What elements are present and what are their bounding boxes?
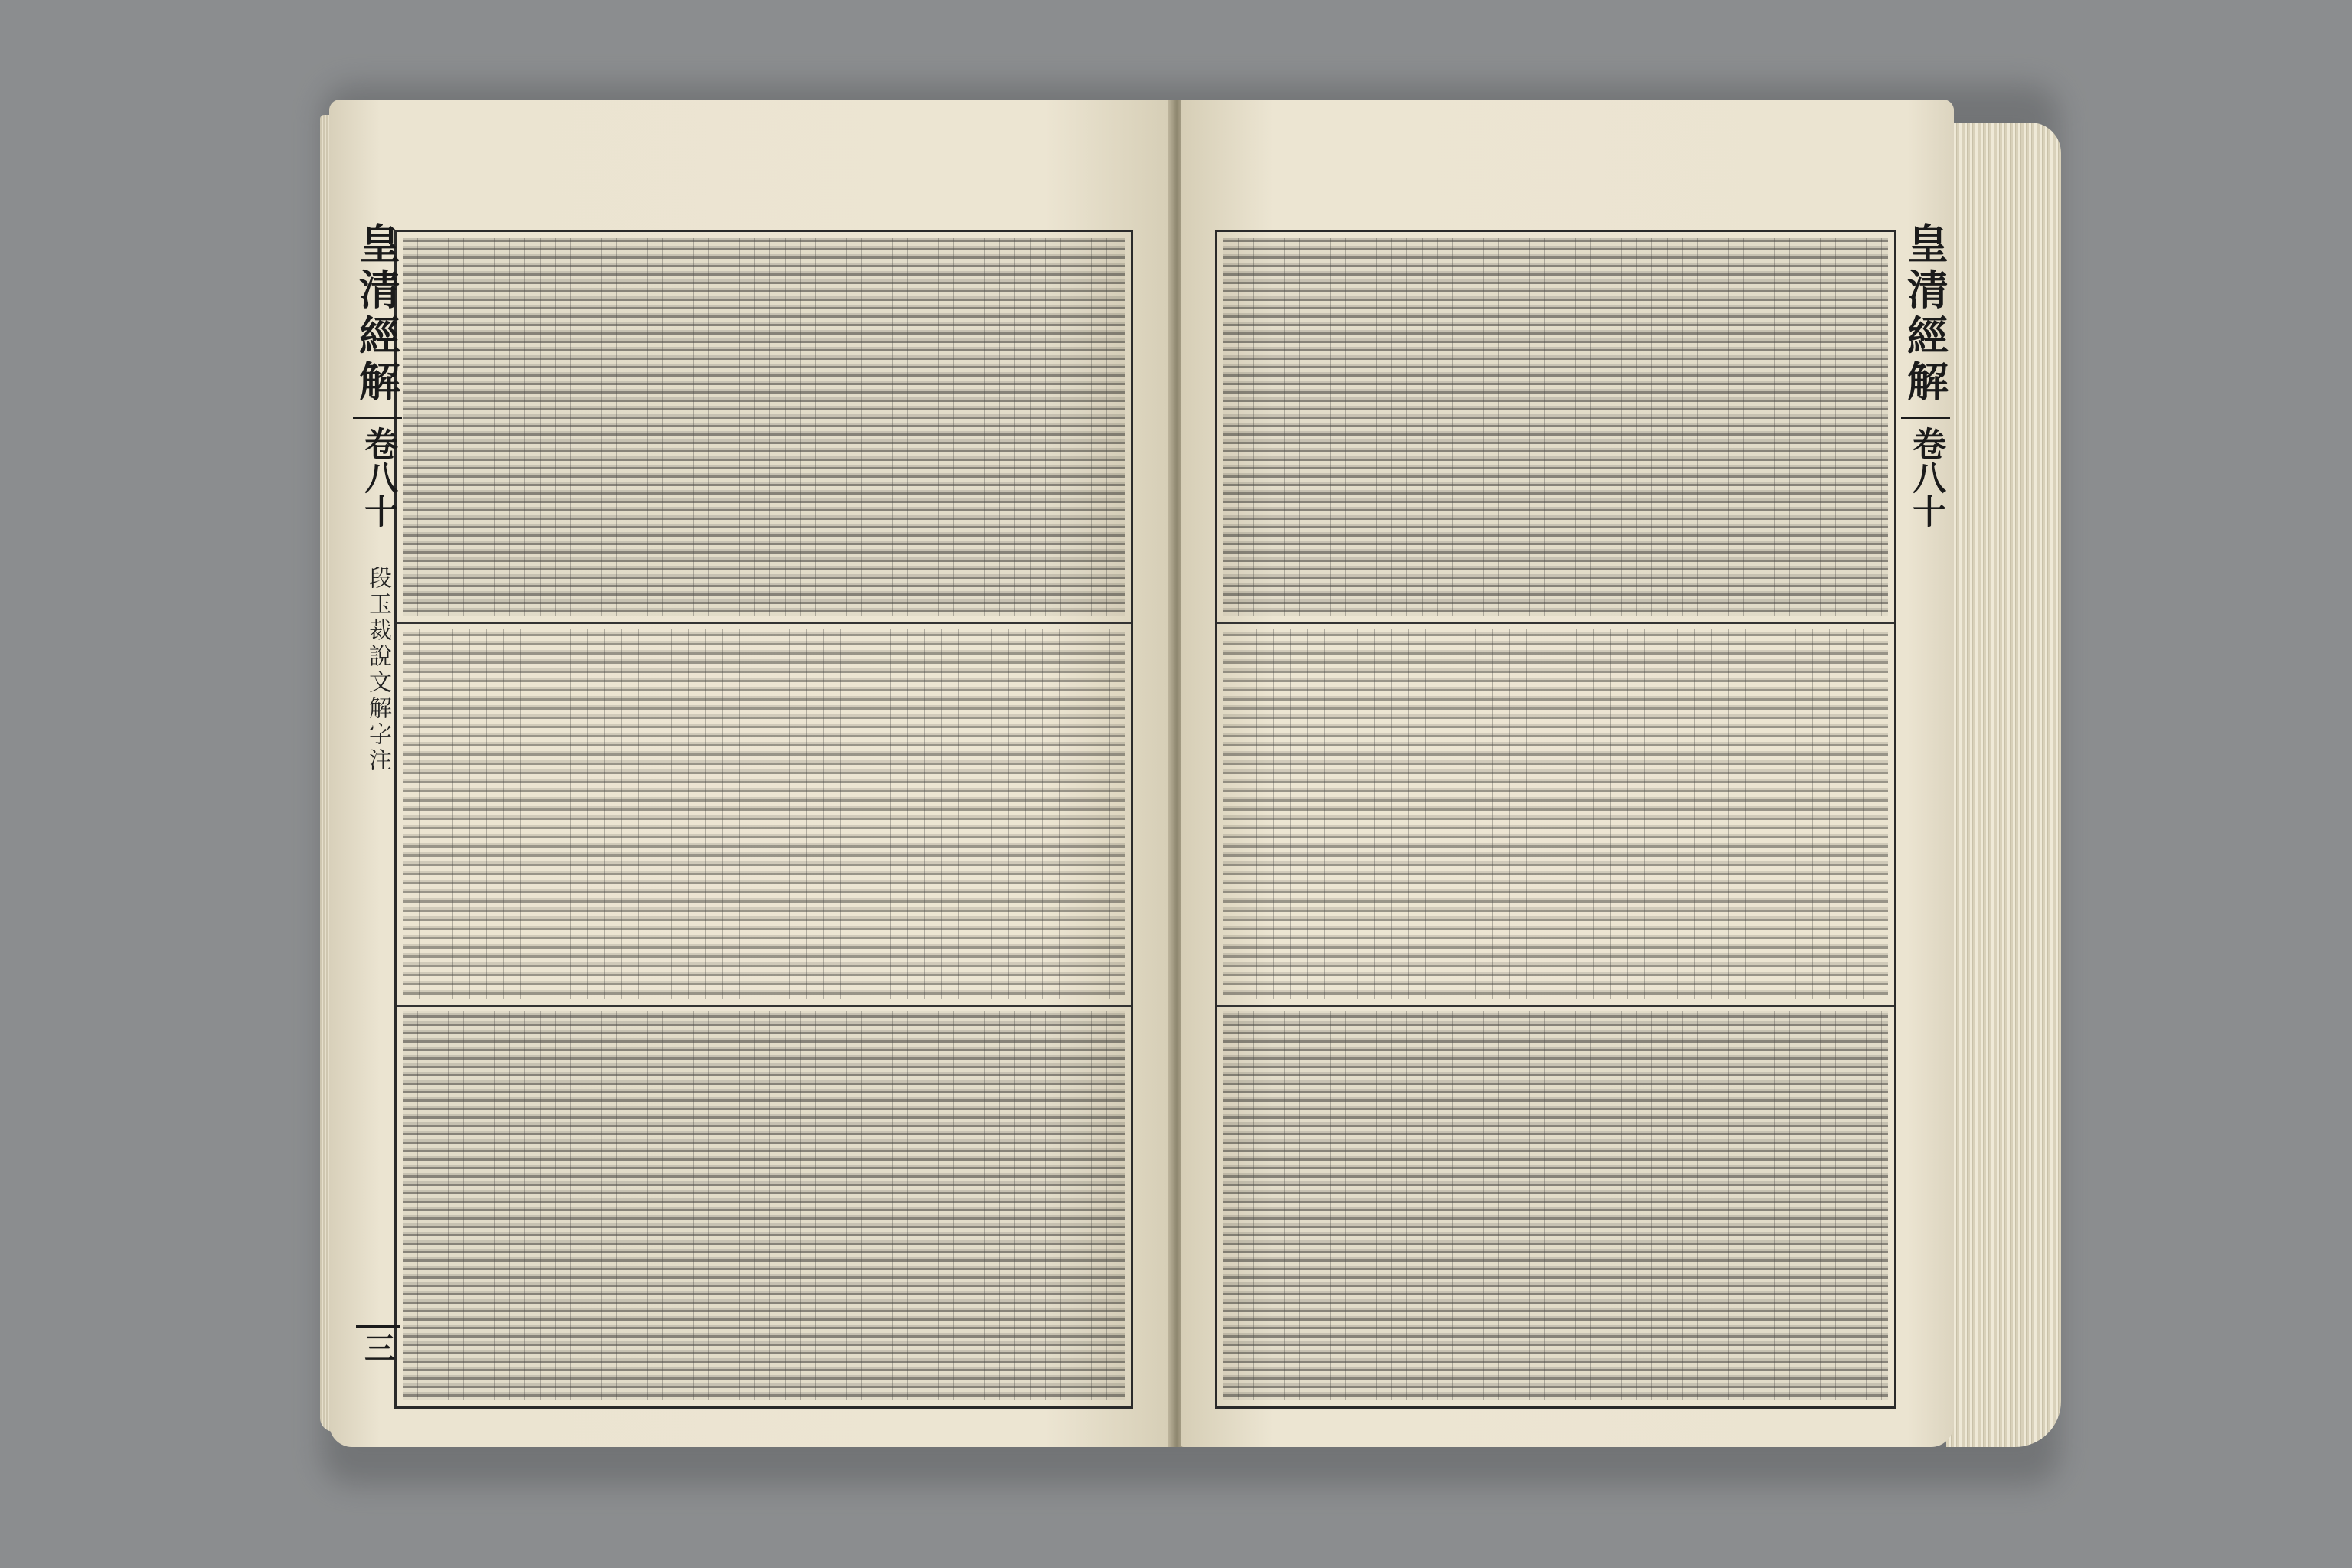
left-text-frame (394, 230, 1133, 1409)
left-page (329, 100, 1171, 1447)
left-subtitle: 段玉裁說文解字注 (364, 566, 391, 774)
left-register-middle (397, 622, 1131, 1007)
right-register-middle (1217, 622, 1894, 1007)
right-text-frame (1215, 230, 1896, 1409)
right-register-top (1217, 232, 1894, 624)
left-header-title: 皇清經解 (352, 222, 402, 406)
left-volume-label: 卷八十 (353, 416, 402, 528)
left-page-mark: 三 (356, 1325, 400, 1363)
right-page-edges (1946, 122, 2061, 1447)
left-margin-heading (352, 214, 403, 1424)
right-register-bottom (1217, 1005, 1894, 1406)
left-register-bottom (397, 1005, 1131, 1406)
right-volume-label: 卷八十 (1901, 416, 1950, 528)
right-header-title: 皇清經解 (1900, 222, 1950, 406)
right-margin-heading (1900, 214, 1951, 1424)
open-book (329, 84, 2052, 1470)
left-register-top (397, 232, 1131, 624)
right-page (1181, 100, 1954, 1447)
